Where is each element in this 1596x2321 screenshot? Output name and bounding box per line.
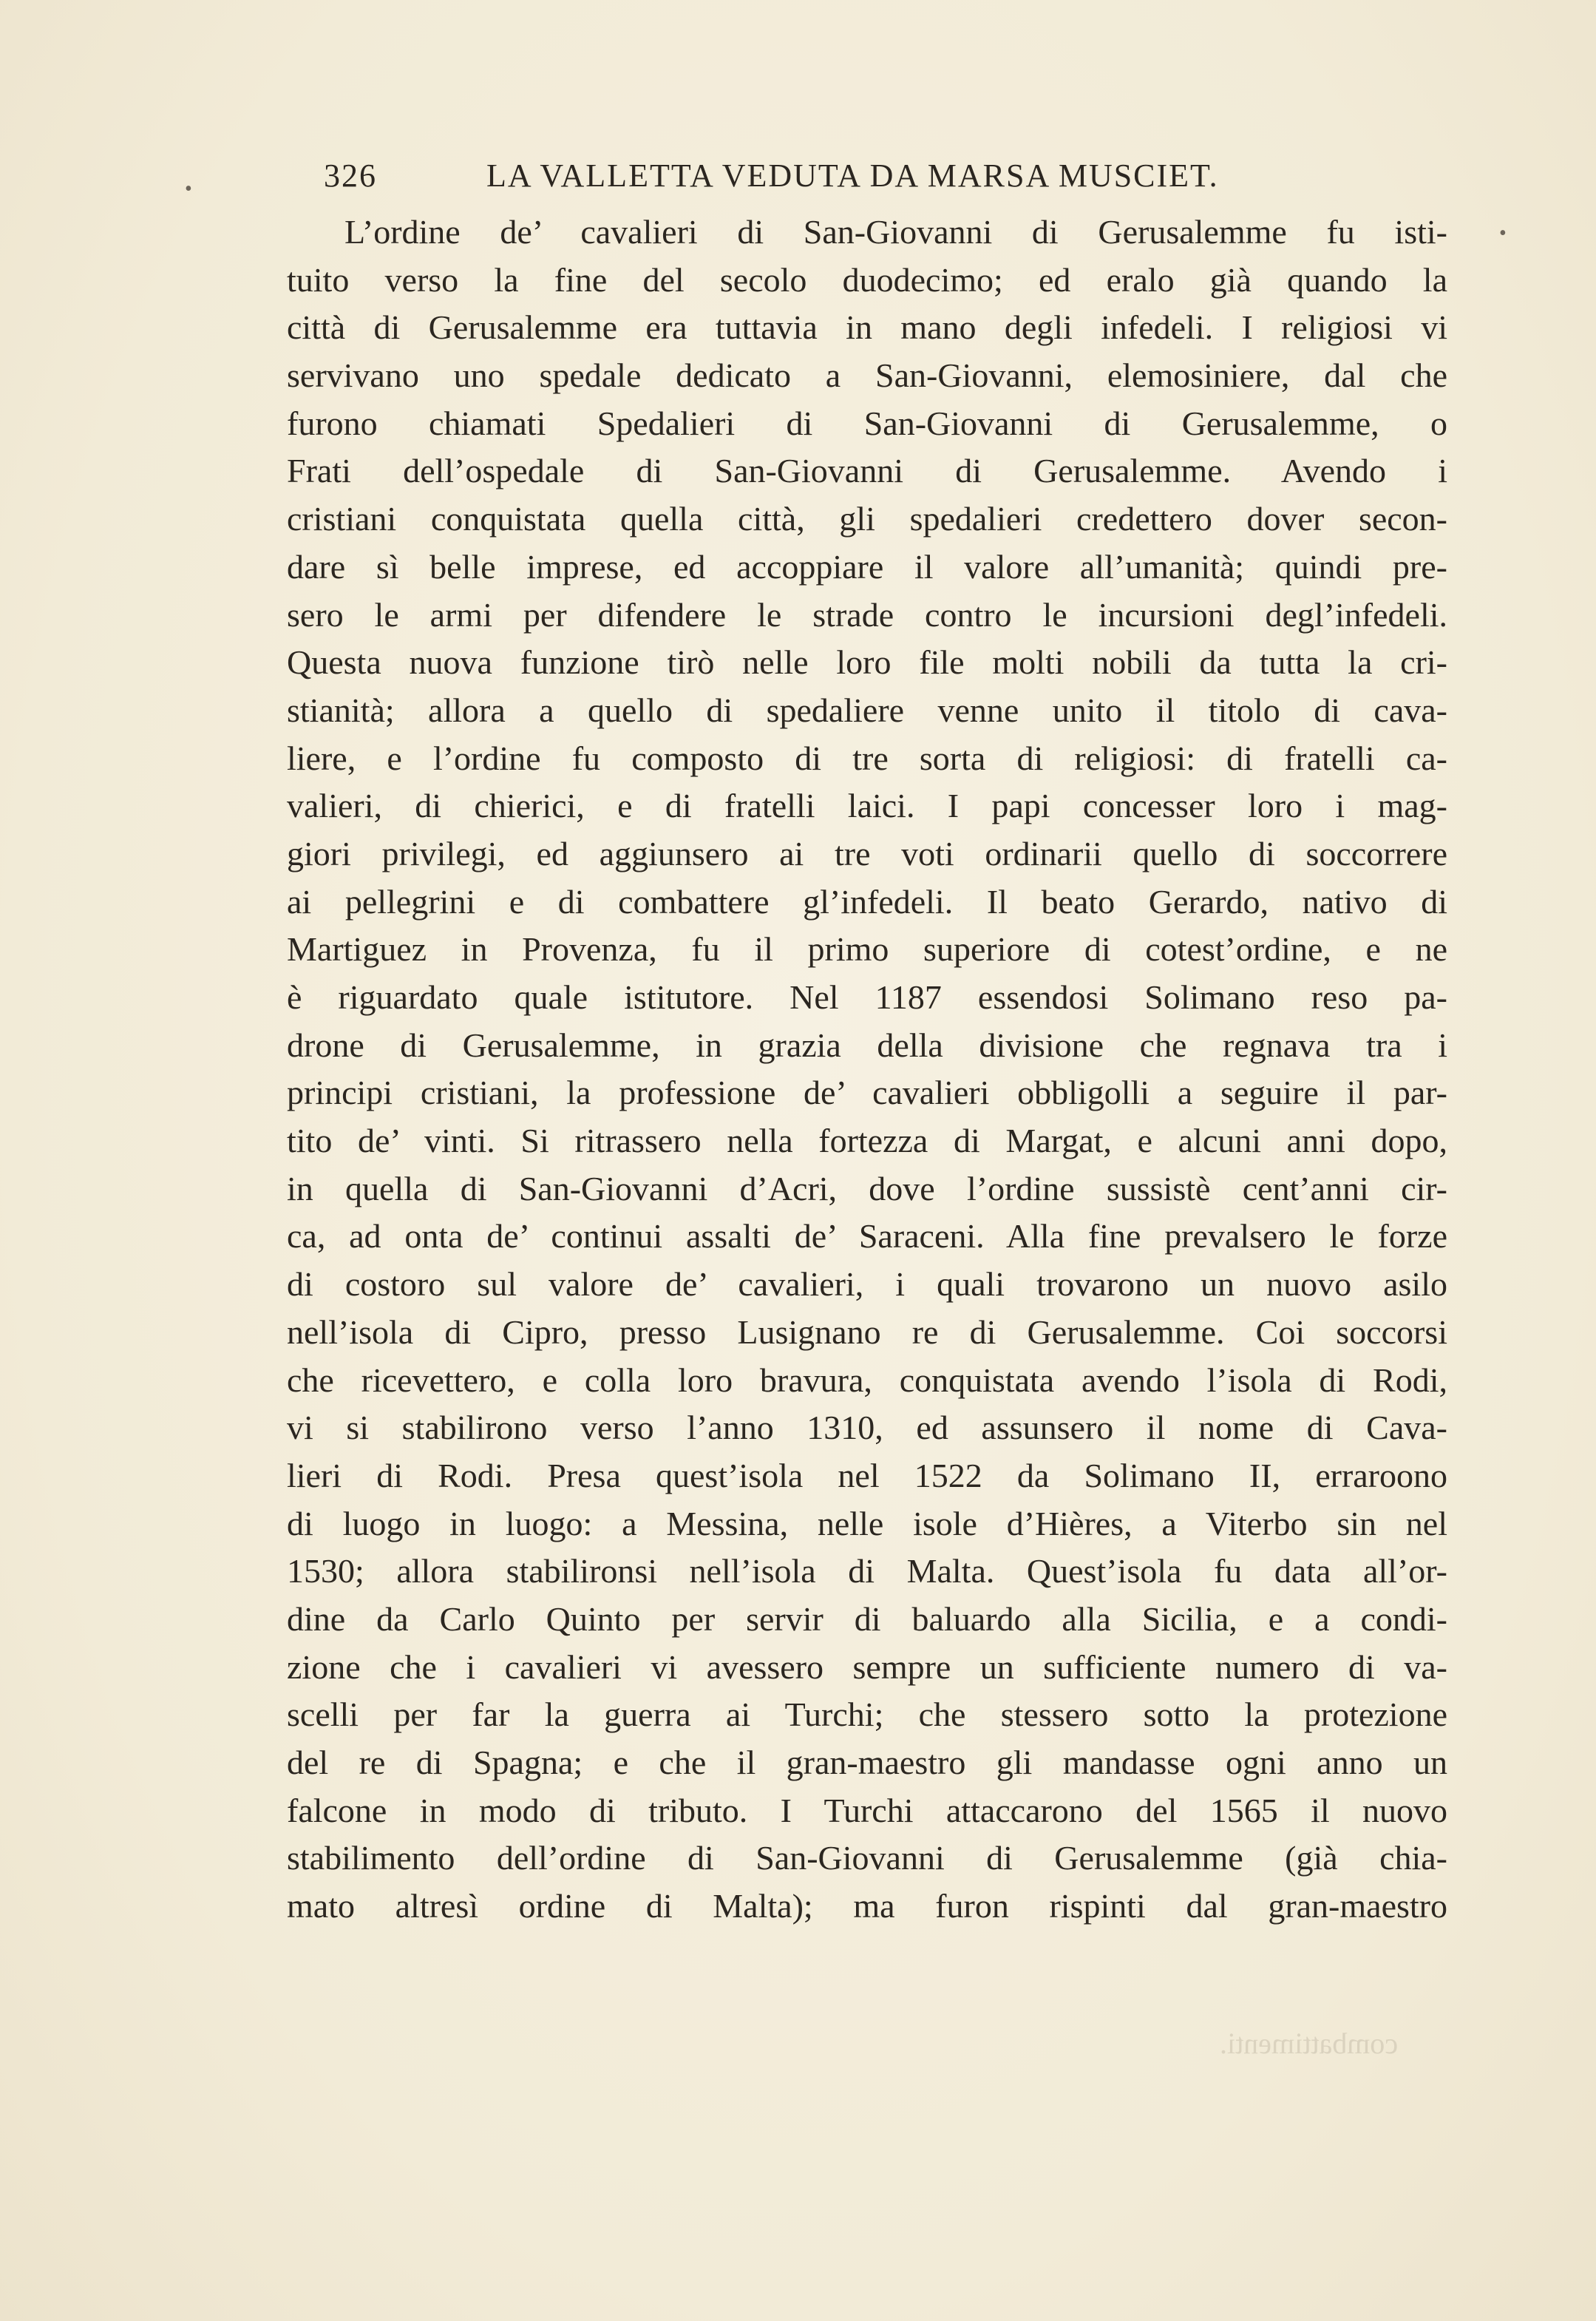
text-line: servivano uno spedale dedicato a San-Giovanni, elemosiniere, dal che [287,356,1447,395]
text-line: dine da Carlo Quinto per servir di baluardo alla Sicilia, e a condi- [287,1599,1447,1638]
text-line: mato altresì ordine di Malta); ma furon rispinti dal gran-maestro [287,1887,1447,1925]
margin-dot: • [1499,222,1507,245]
text-line: ca, ad onta de’ continui assalti de’ Saraceni. Alla fine prevalsero le forze [287,1217,1447,1256]
text-line: liere, e l’ordine fu composto di tre sorta di religiosi: di fratelli ca- [287,739,1447,777]
text-line: zione che i cavalieri vi avessero sempre un sufficiente numero di va- [287,1647,1447,1686]
text-line: Questa nuova funzione tirò nelle loro file molti nobili da tutta la cri- [287,643,1447,682]
body-text [287,209,1447,1931]
text-line: del re di Spagna; e che il gran-maestro gli mandasse ogni anno un [287,1744,1447,1781]
text-line: falcone in modo di tributo. I Turchi attaccarono del 1565 il nuovo [287,1791,1447,1829]
text-line: ai pellegrini e di combattere gl’infedeli. Il beato Gerardo, nativo di [287,882,1447,921]
text-line: in quella di San-Giovanni d’Acri, dove l’ordine sussistè cent’anni cir- [287,1169,1447,1207]
text-line: stianità; allora a quello di spedaliere venne unito il titolo di cava- [287,691,1447,729]
text-line: stabilimento dell’ordine di San-Giovanni di Gerusalemme (già chia- [287,1839,1447,1877]
text-line: valieri, di chierici, e di fratelli laici. I papi concesser loro i mag- [287,787,1447,825]
text-line: principi cristiani, la professione de’ cavalieri obbligolli a seguire il par- [287,1074,1447,1112]
text-line: L’ordine de’ cavalieri di San-Giovanni di Gerusalemme fu isti- [344,213,1447,251]
text-line: che ricevettero, e colla loro bravura, conquistata avendo l’isola di Rodi, [287,1361,1447,1399]
text-line: vi si stabilirono verso l’anno 1310, ed assunsero il nome di Cava- [287,1409,1447,1447]
bleed-through-text: combattimenti. [1220,2027,1399,2060]
text-line: drone di Gerusalemme, in grazia della divisione che regnava tra i [287,1026,1447,1064]
text-line: furono chiamati Spedalieri di San-Giovanni di Gerusalemme, o [287,404,1447,442]
text-line: sero le armi per difendere le strade contro le incursioni degl’infedeli. [287,595,1447,634]
text-line: tuito verso la fine del secolo duodecimo; ed eralo già quando la [287,260,1447,299]
page-header [324,157,1433,201]
text-line: città di Gerusalemme era tuttavia in mano degli infedeli. I religiosi vi [287,308,1447,347]
text-line: nell’isola di Cipro, presso Lusignano re di Gerusalemme. Coi soccorsi [287,1312,1447,1351]
text-line: di luogo in luogo: a Messina, nelle isole d’Hières, a Viterbo sin nel [287,1504,1447,1542]
text-line: dare sì belle imprese, ed accoppiare il valore all’umanità; quindi pre- [287,547,1447,586]
running-title: LA VALLETTA VEDUTA DA MARSA MUSCIET. [486,157,1219,194]
text-line: lieri di Rodi. Presa quest’isola nel 1522 da Solimano II, erraroono [287,1456,1447,1494]
text-line: Frati dell’ospedale di San-Giovanni di Gerusalemme. Avendo i [287,452,1447,490]
text-line: scelli per far la guerra ai Turchi; che stessero sotto la protezione [287,1695,1447,1734]
margin-dot: • [185,177,192,200]
text-line: Martiguez in Provenza, fu il primo superiore di cotest’ordine, e ne [287,930,1447,969]
text-line: 1530; allora stabilironsi nell’isola di Malta. Quest’isola fu data all’or- [287,1552,1447,1590]
text-line: tito de’ vinti. Si ritrassero nella fortezza di Margat, e alcuni anni dopo, [287,1122,1447,1160]
page-number: 326 [324,157,377,194]
text-line: è riguardato quale istitutore. Nel 1187 essendosi Solimano reso pa- [287,978,1447,1016]
text-line: cristiani conquistata quella città, gli spedalieri credettero dover secon- [287,500,1447,538]
text-line: di costoro sul valore de’ cavalieri, i quali trovarono un nuovo asilo [287,1265,1447,1304]
text-line: giori privilegi, ed aggiunsero ai tre voti ordinarii quello di soccorrere [287,834,1447,873]
